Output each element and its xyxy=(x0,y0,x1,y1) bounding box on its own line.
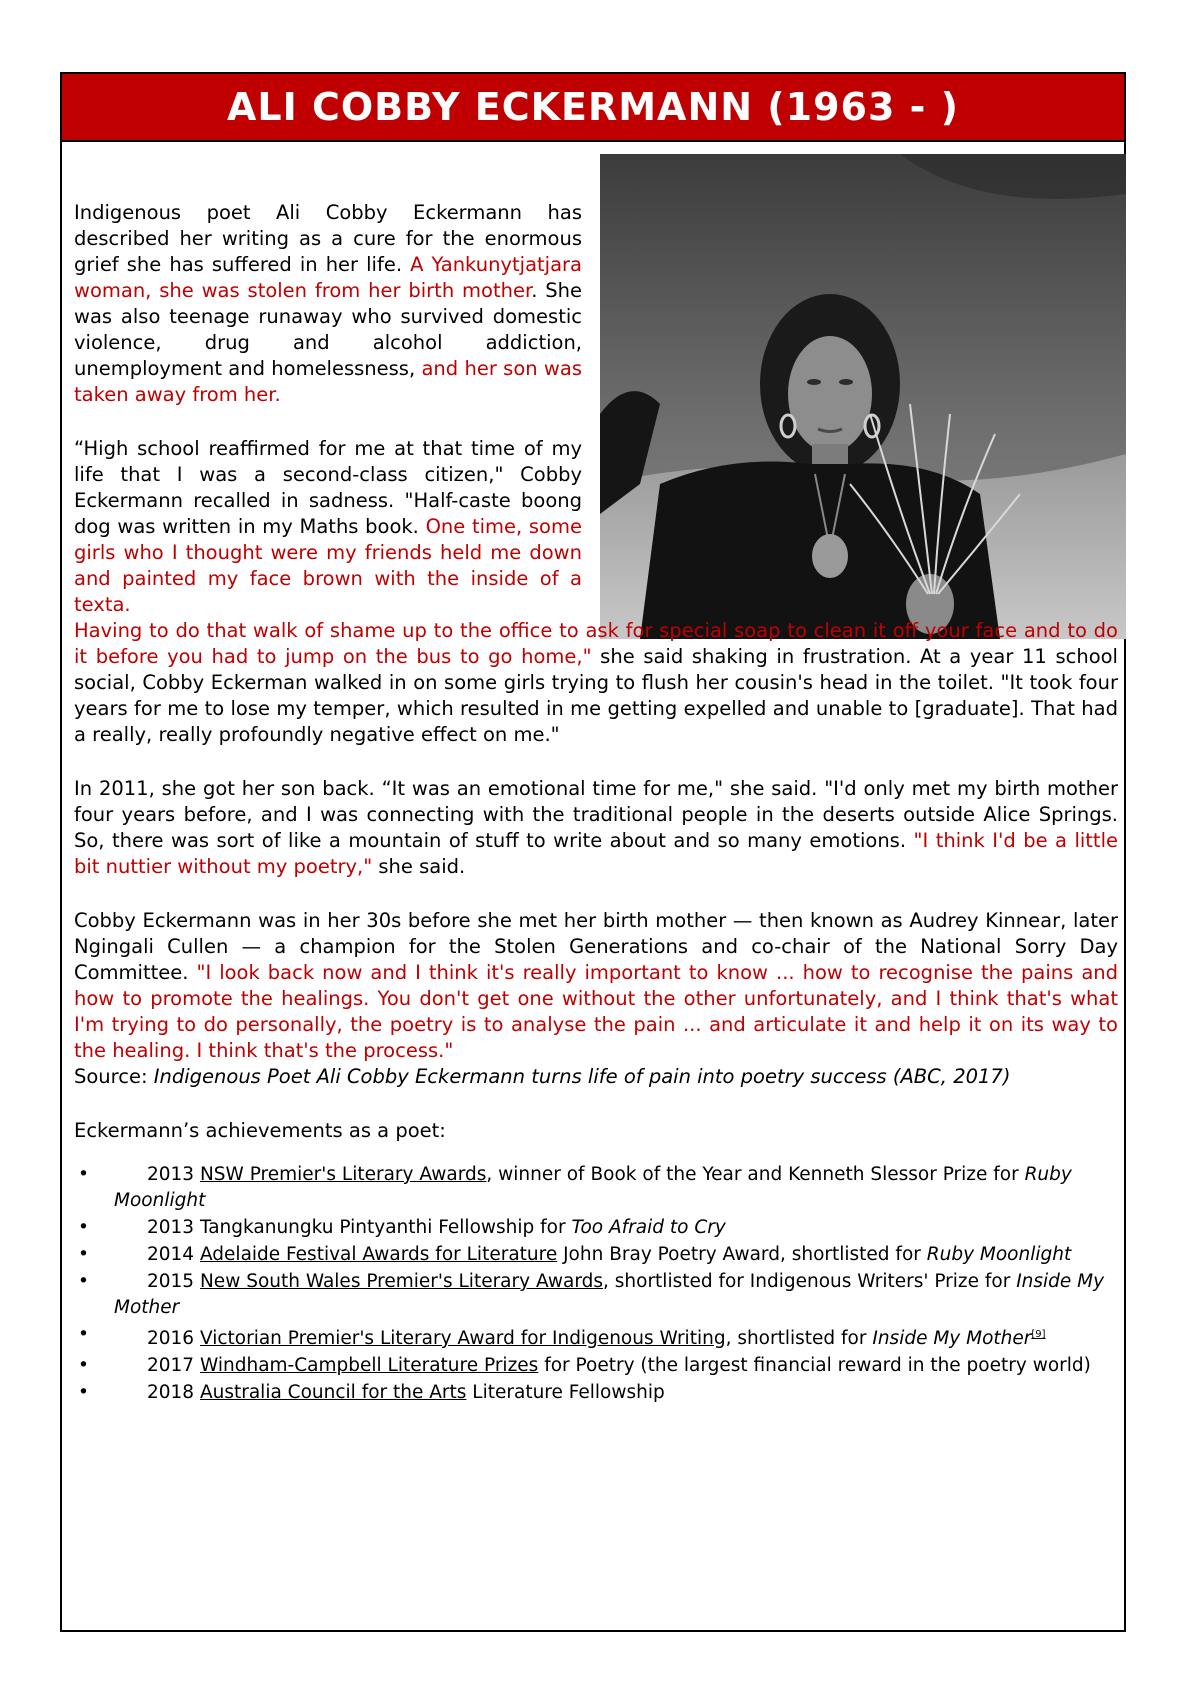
year: 2018 xyxy=(147,1382,200,1404)
list-item xyxy=(74,1269,1118,1321)
source-citation xyxy=(74,1064,1118,1090)
bullet-icon: • xyxy=(78,1164,89,1185)
page-title: ALI COBBY ECKERMANN (1963 - ) xyxy=(226,85,960,129)
text: Cobby Eckermann was in her 30s before she met her birth mother — then known as Audrey Kinnear, later Ngingali Cullen — a champion for the Stolen Generations and co-chair of the National Sorry Day Committee. xyxy=(74,909,1118,984)
text: In 2011, she got her son back. “It was an emotional time for me," she said. "I'd only met my birth mother four years before, and I was connecting with the traditional people in the deserts outside Alice Springs. So, there was sort of like a mountain of stuff to write about and so many emotions. xyxy=(74,777,1118,852)
award-link[interactable]: Victorian Premier's Literary Award for Indigenous Writing xyxy=(199,1328,726,1350)
year: 2017 xyxy=(147,1355,200,1377)
highlight-text: and her son was taken away from her. xyxy=(74,357,582,406)
source-title: Indigenous Poet Ali Cobby Eckermann turns life of pain into poetry success (ABC, 2017) xyxy=(153,1065,1011,1088)
text: she said shaking in frustration. At a year 11 school social, Cobby Eckerman walked in on some girls trying to flush her cousin's head in the toilet. "It took four years for me to lose my temper, which resulted in me getting expelled and unable to [graduate]. That had a really, really profoundly negative effect on me." xyxy=(74,645,1118,746)
bullet-icon: • xyxy=(78,1324,89,1345)
citation-link[interactable]: [9] xyxy=(1031,1329,1046,1340)
year: 2013 xyxy=(147,1217,200,1238)
book-title: Too Afraid to Cry xyxy=(571,1217,726,1238)
highlight-text: Having to do that walk of shame up to the office to ask for special soap to clean it off your face and to do it before you had to jump on the bus to go home," xyxy=(74,619,1118,668)
highlight-text: "I think I'd be a little bit nuttier without my poetry," xyxy=(74,829,1118,878)
achievements-heading: Eckermann’s achievements as a poet: xyxy=(74,1119,446,1142)
bullet-icon: • xyxy=(78,1355,89,1377)
text: . She was also teenage runaway who survived domestic violence, drug and alcohol addiction, unemployment and homelessness, xyxy=(74,279,582,380)
award-link[interactable]: NSW Premier's Literary Awards xyxy=(199,1164,487,1185)
book-title: Inside My Mother xyxy=(114,1271,1105,1318)
source-label: Source: xyxy=(74,1065,154,1088)
text: for Poetry (the largest financial reward in the poetry world) xyxy=(538,1355,1091,1377)
list-item xyxy=(74,1353,1118,1379)
bullet-icon: • xyxy=(78,1217,89,1238)
text: Indigenous poet Ali Cobby Eckermann has described her writing as a cure for the enormous grief she has suffered in her life. xyxy=(74,201,582,276)
bullet-icon: • xyxy=(78,1244,89,1265)
book-title: Ruby Moonlight xyxy=(114,1164,1072,1211)
highlight-text: A Yankunytjatjara woman, she was stolen from her birth mother xyxy=(74,253,582,302)
highlight-text: "I look back now and I think it's really important to know ... how to recognise the pains and how to promote the healings. You don't get one without the other unfortunately, and I think that's what I'm trying to do personally, the poetry is to analyse the pain ... and articulate it and help it on its way to the healing. I think that's the process." xyxy=(74,961,1118,1062)
text: “High school reaffirmed for me at that time of my life that I was a second-class citizen," Cobby Eckermann recalled in sadness. "Half-caste boong dog was written in my Maths book. xyxy=(74,437,582,538)
text: Literature Fellowship xyxy=(466,1382,665,1404)
title-bar xyxy=(62,74,1124,142)
text: John Bray Poetry Award, shortlisted for xyxy=(557,1244,927,1265)
achievements-list xyxy=(74,1162,1118,1406)
list-item xyxy=(74,1242,1118,1268)
list-item xyxy=(74,1322,1118,1352)
year: 2015 xyxy=(147,1271,200,1292)
year: 2014 xyxy=(147,1244,200,1265)
year: 2016 xyxy=(147,1328,200,1350)
list-item xyxy=(74,1380,1118,1406)
award-link[interactable]: Adelaide Festival Awards for Literature xyxy=(199,1244,558,1265)
highlight-text: One time, some girls who I thought were my friends held me down and painted my face brown with the inside of a texta. xyxy=(74,515,582,616)
text: Tangkanungku Pintyanthi Fellowship for xyxy=(199,1217,572,1238)
bullet-icon: • xyxy=(78,1382,89,1404)
paragraph-2011 xyxy=(74,776,1118,880)
bullet-icon: • xyxy=(78,1271,89,1292)
book-title: Inside My Mother xyxy=(872,1328,1032,1350)
page-frame xyxy=(60,72,1126,1632)
paragraph-intro xyxy=(74,200,582,408)
text: she said. xyxy=(372,855,466,878)
year: 2013 xyxy=(147,1164,200,1185)
award-link[interactable]: Australia Council for the Arts xyxy=(199,1382,467,1404)
paragraph-birth-mother xyxy=(74,908,1118,1064)
paragraph-high-school xyxy=(74,436,1118,748)
book-title: Ruby Moonlight xyxy=(926,1244,1072,1265)
article-body xyxy=(74,200,1118,1407)
list-item xyxy=(74,1215,1118,1241)
award-link[interactable]: Windham-Campbell Literature Prizes xyxy=(199,1355,539,1377)
text: , shortlisted for xyxy=(725,1328,873,1350)
narrow-block xyxy=(74,436,582,618)
list-item xyxy=(74,1162,1118,1214)
award-link[interactable]: New South Wales Premier's Literary Awards xyxy=(199,1271,603,1292)
text: , winner of Book of the Year and Kenneth Slessor Prize for xyxy=(486,1164,1025,1185)
text: , shortlisted for Indigenous Writers' Prize for xyxy=(603,1271,1017,1292)
